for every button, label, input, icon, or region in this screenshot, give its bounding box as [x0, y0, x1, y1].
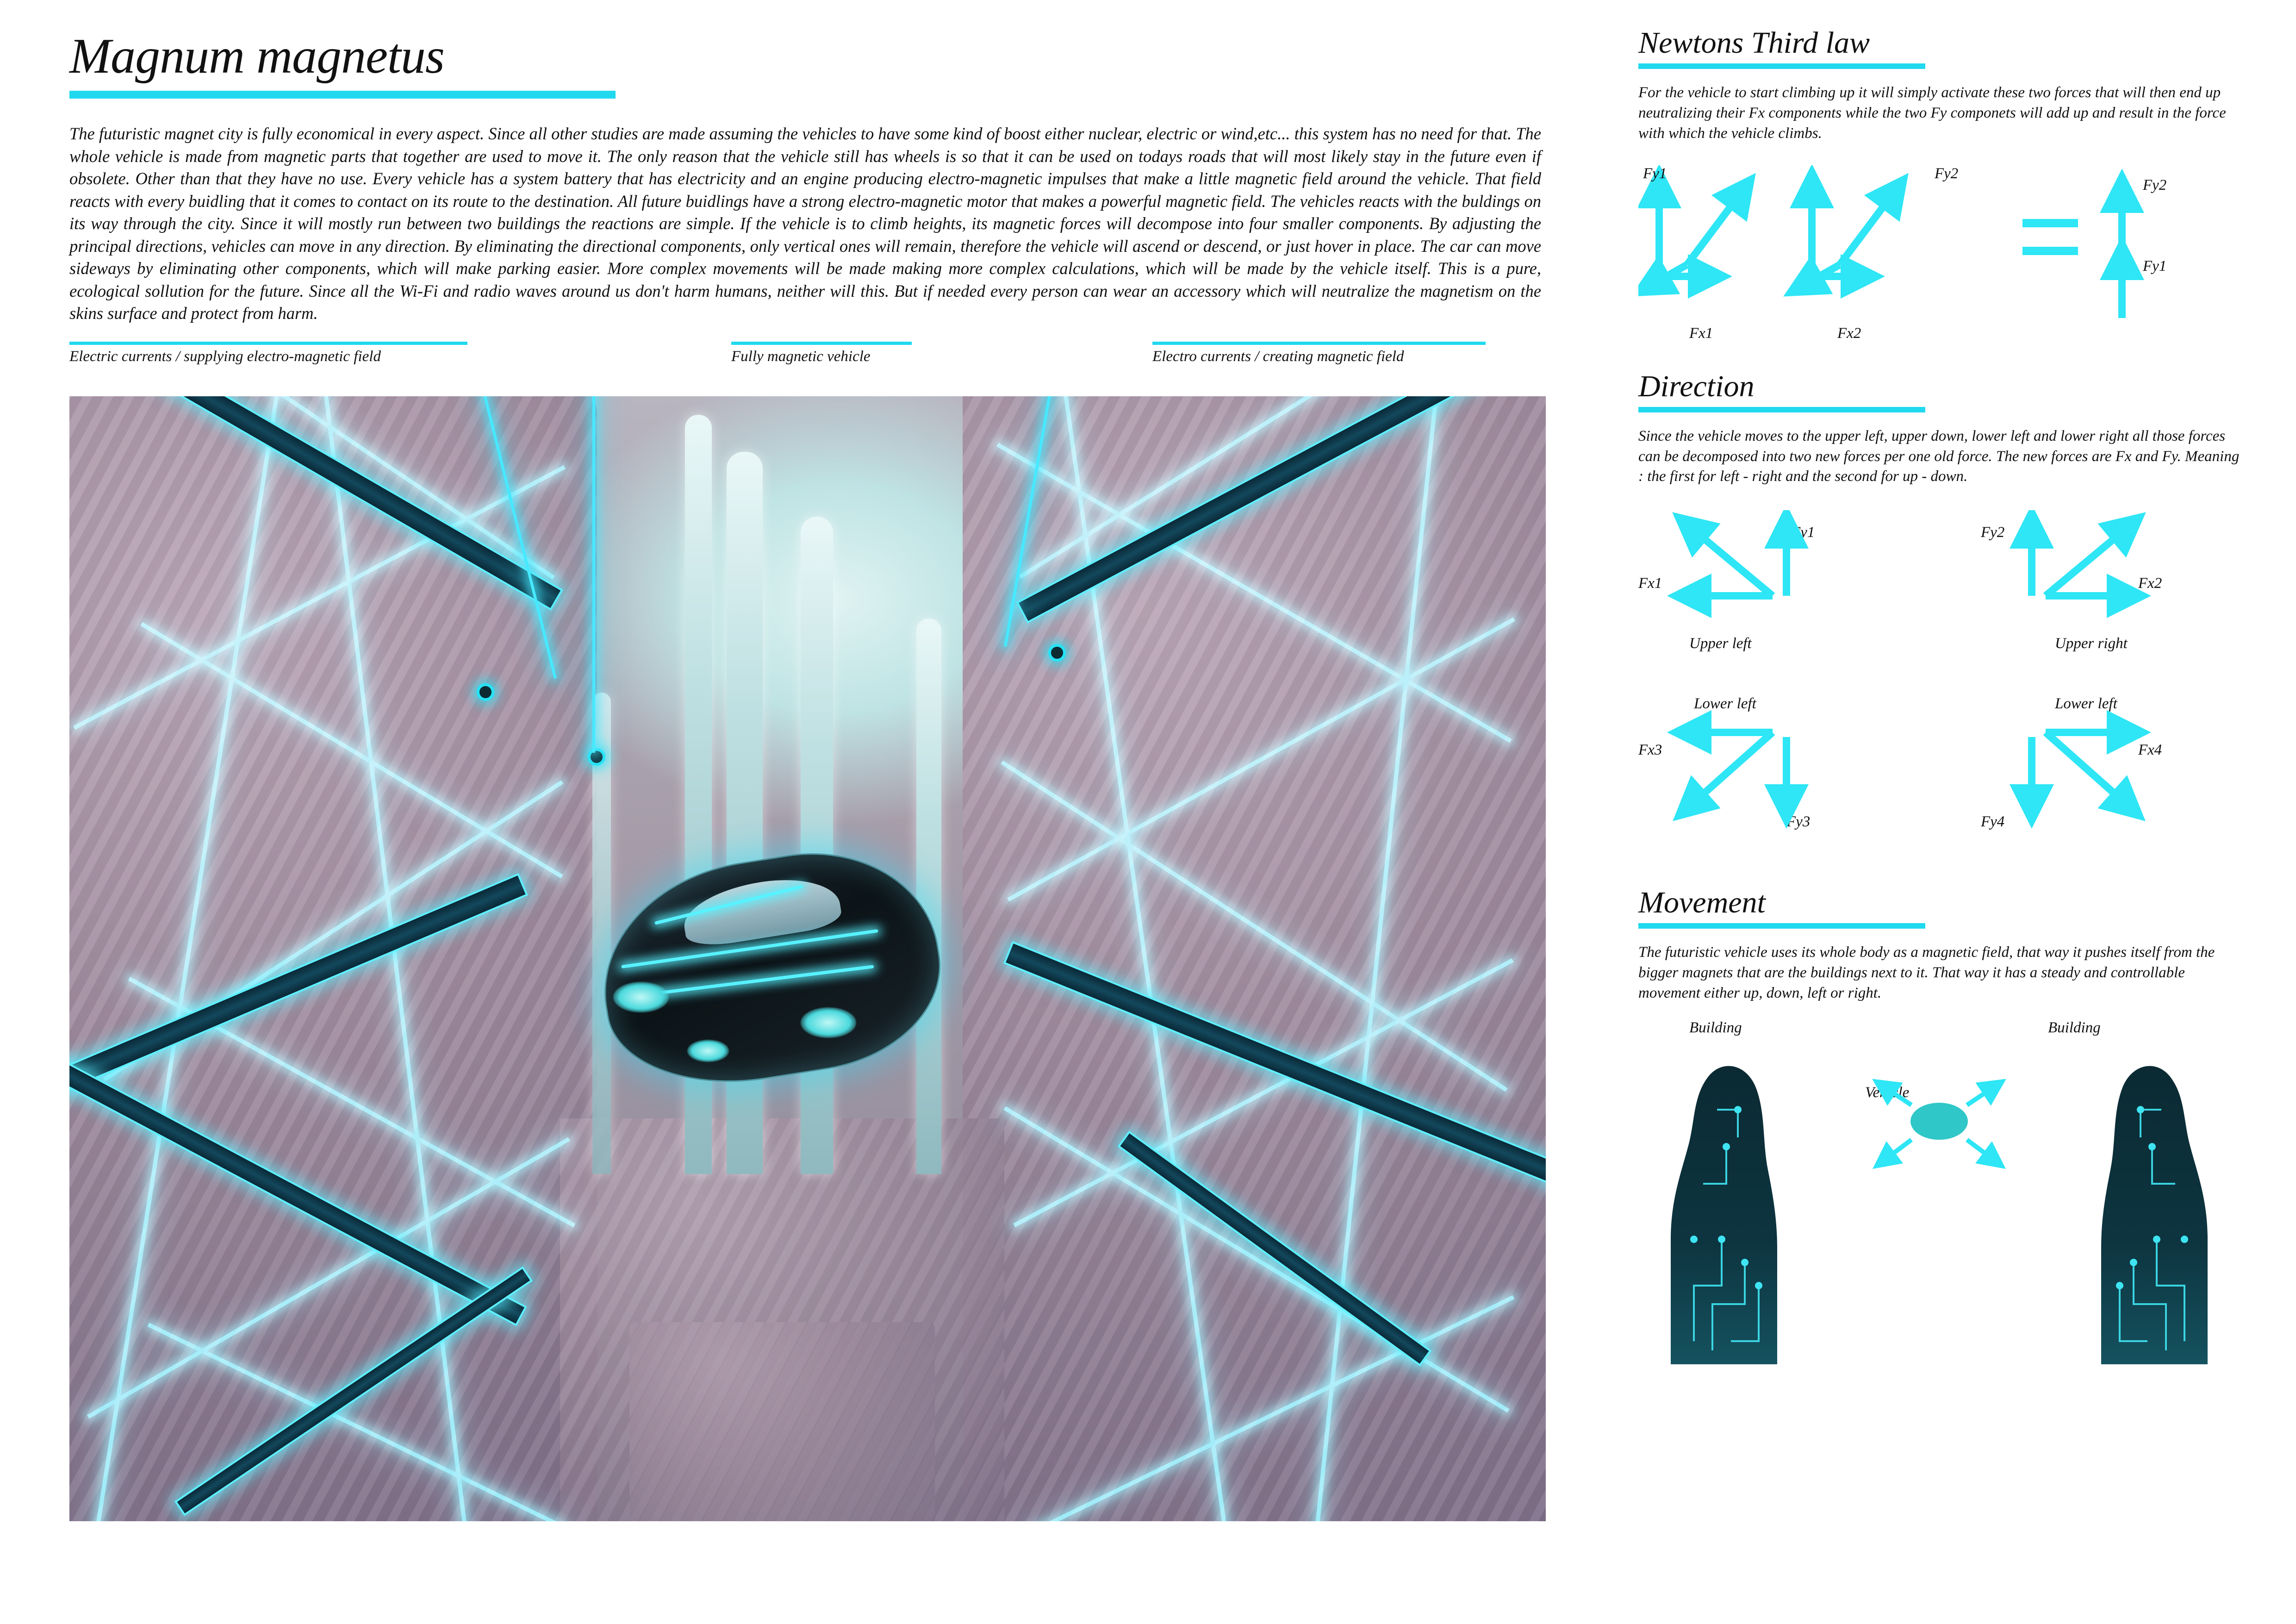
wheel-glow-front	[613, 982, 669, 1012]
label-fy1-dir: Fy1	[1791, 524, 1815, 541]
label-fy1-newton: Fy1	[1643, 165, 1667, 182]
caption-lower-right: Lower left	[2055, 695, 2117, 712]
callout-labels	[69, 342, 1546, 393]
vehicle-body	[587, 834, 955, 1102]
label-result-fy1: Fy1	[2143, 257, 2167, 275]
callout-rule-right	[1152, 342, 1486, 345]
caption-upper-right: Upper right	[2055, 635, 2128, 652]
callout-label-right: Electro currents / creating magnetic field	[1152, 348, 1404, 365]
section-text-newton: For the vehicle to start climbing up it will simply activate these two forces that will then end up neutralizing their Fx components while the two Fy componets will add up and result in the force with which the vehicle climbs.	[1638, 84, 2226, 142]
callout-label-left: Electric currents / supplying electro-magnetic field	[69, 348, 381, 365]
intro-paragraph: The futuristic magnet city is fully economical in every aspect. Since all other studies are made assuming the vehicles to have some kind of boost either nuclear, electric or wind,etc... this system has no need for that. The whole vehicle is made from magnetic parts that together are used to move it. The only reason that the vehicle still has wheels is so that it can be used on todays roads that will most likely stay in the future even if obsolete. Other than that they have no use. Every vehicle has a system battery that has electricity and an engine producing electro-magnetic impulses that make a little magnetic field around the vehicle. That field reacts with every buidling that it comes to contact on its route to the destination. All future buidlings have a strong electro-magnetic motor that makes a powerful magnetic field. The vehicles reacts with the buldings on its way through the city. Since it will mostly run between two buildings the reactions are simple. If the vehicle is to climb heights, its magnetic forces will decompose into four smaller components. By adjusting the principal directions, vehicles can move in any direction. By eliminating the directional components, only vertical ones will remain, therefore the vehicle will ascend or descend, or just hover in place. The car can move sideways by eliminating other components, which will make parking easier. More complex movements will be made making more complex calculations, which will be made by the vehicle itself. This is a pure, ecological sollution for the future. Since all the Wi-Fi and radio waves around us don't harm humans, neither will this. But if needed every person can wear an accessory which will neutralize the magnetism on the skins surface and protect from harm.	[69, 124, 1541, 323]
title-underline	[69, 91, 616, 99]
section-text-direction: Since the vehicle moves to the upper left, upper down, lower left and lower right all those forces can be decomposed into two new forces per one old force. The new forces are Fx and Fy. Meaning : the first for left - right and the second for up - down.	[1638, 427, 2240, 485]
label-fy4-dir: Fy4	[1981, 813, 2005, 831]
section-rule-newton	[1638, 63, 1925, 69]
section-heading-newton: Newtons Third law	[1638, 26, 1870, 60]
right-column	[1638, 25, 2240, 1390]
wheel-glow-rear	[801, 1007, 856, 1038]
label-fx2-newton: Fx2	[1837, 325, 1861, 342]
callout-rule-center	[731, 342, 912, 345]
diagram-direction	[1638, 510, 2240, 927]
vehicle-blob	[1910, 1103, 1968, 1140]
section-text-movement: The futuristic vehicle uses its whole body as a magnetic field, that way it pushes itself from the bigger magnets that are the buildings next to it. That way it has a steady and controllable movement either up, down, left or right.	[1638, 944, 2215, 1001]
movement-svg	[1638, 1045, 2240, 1387]
section-heading-movement: Movement	[1638, 886, 1766, 920]
label-fx1-dir: Fx1	[1638, 575, 1662, 592]
hero-illustration	[69, 396, 1546, 1521]
label-fy3-dir: Fy3	[1786, 813, 1811, 831]
callout-label-center: Fully magnetic vehicle	[731, 348, 871, 365]
label-fx3-dir: Fx3	[1638, 742, 1662, 759]
label-building-left: Building	[1689, 1019, 1742, 1036]
left-column	[69, 28, 1546, 1593]
label-fx1-newton: Fx1	[1689, 325, 1713, 342]
label-fx4-dir: Fx4	[2138, 742, 2162, 759]
connector-center	[592, 396, 595, 753]
building-right-shape	[2101, 1066, 2208, 1364]
callout-rule-left	[69, 342, 467, 345]
caption-upper-left: Upper left	[1689, 635, 1752, 652]
label-result-fy2: Fy2	[2143, 176, 2167, 194]
caption-lower-left: Lower left	[1694, 695, 1756, 712]
label-fy2-dir: Fy2	[1981, 524, 2005, 541]
wheel-glow-mid	[687, 1040, 729, 1062]
label-fx2-dir: Fx2	[2138, 575, 2162, 592]
direction-vectors-svg	[1638, 510, 2240, 862]
page-title: Magnum magnetus	[69, 29, 444, 84]
section-heading-direction: Direction	[1638, 369, 1755, 403]
label-fy2-newton: Fy2	[1935, 165, 1959, 182]
diagram-movement	[1638, 1019, 2240, 1390]
distant-city	[629, 1322, 935, 1521]
magnetic-vehicle	[602, 859, 940, 1077]
label-vehicle: Vehicle	[1865, 1084, 1910, 1101]
section-rule-direction	[1638, 407, 1925, 412]
building-left-shape	[1671, 1066, 1777, 1364]
label-building-right: Building	[2048, 1019, 2101, 1036]
diagram-newton	[1638, 165, 2240, 360]
